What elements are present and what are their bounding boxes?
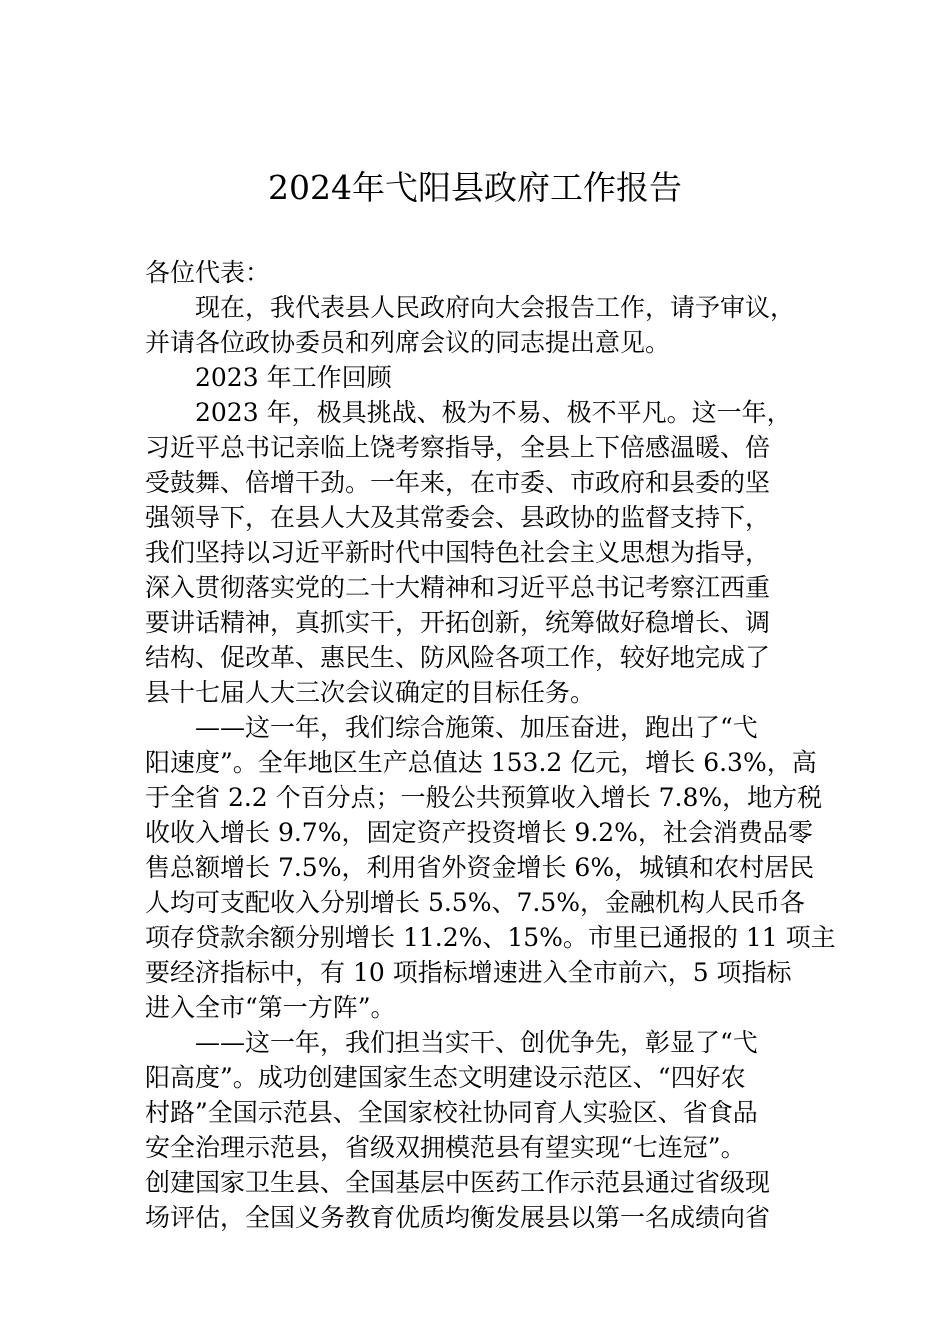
document-body	[145, 255, 836, 1235]
text-line: 结构、促改革、惠民生、防风险各项工作，较好地完成了	[145, 643, 771, 672]
text-line: 创建国家卫生县、全国基层中医药工作示范县通过省级现	[145, 1168, 771, 1197]
text-line: 2023 年，极具挑战、极为不易、极不平凡。这一年，	[195, 398, 792, 427]
document-title: 2024年弋阳县政府工作报告	[268, 168, 682, 207]
text-line: 强领导下，在县人大及其常委会、县政协的监督支持下，	[145, 503, 771, 532]
text-line: 售总额增长 7.5%，利用省外资金增长 6%，城镇和农村居民	[145, 853, 815, 882]
text-line: 于全省 2.2 个百分点；一般公共预算收入增长 7.8%，地方税	[145, 783, 823, 812]
text-line: 村路”全国示范县、全国家校社协同育人实验区、省食品	[145, 1098, 758, 1127]
text-line: 阳速度”。全年地区生产总值达 153.2 亿元，增长 6.3%，高	[145, 748, 817, 777]
text-line: 受鼓舞、倍增干劲。一年来，在市委、市政府和县委的坚	[145, 468, 771, 497]
text-line: 阳高度”。成功创建国家生态文明建设示范区、“四好农	[145, 1063, 746, 1092]
text-line: 2023 年工作回顾	[195, 363, 392, 392]
text-line: 进入全市“第一方阵”。	[145, 993, 396, 1022]
text-line: 收收入增长 9.7%，固定资产投资增长 9.2%，社会消费品零	[145, 818, 813, 847]
text-line: 人均可支配收入分别增长 5.5%、7.5%，金融机构人民币各	[145, 888, 805, 917]
text-line: 项存贷款余额分别增长 11.2%、15%。市里已通报的 11 项主	[145, 923, 836, 952]
text-line: 安全治理示范县，省级双拥模范县有望实现“七连冠”。	[145, 1133, 746, 1162]
text-line: ——这一年，我们担当实干、创优争先，彰显了“弋	[195, 1028, 758, 1057]
text-line: 县十七届人大三次会议确定的目标任务。	[145, 678, 596, 707]
text-line: 深入贯彻落实党的二十大精神和习近平总书记考察江西重	[145, 573, 771, 602]
text-line: 习近平总书记亲临上饶考察指导，全县上下倍感温暖、倍	[145, 433, 771, 462]
text-line: 并请各位政协委员和列席会议的同志提出意见。	[145, 328, 671, 357]
text-line: 现在，我代表县人民政府向大会报告工作，请予审议，	[195, 293, 796, 322]
text-line: 场评估，全国义务教育优质均衡发展县以第一名成绩向省	[145, 1203, 771, 1232]
text-line: ——这一年，我们综合施策、加压奋进，跑出了“弋	[195, 713, 758, 742]
text-line: 要讲话精神，真抓实干，开拓创新，统筹做好稳增长、调	[145, 608, 771, 637]
text-line: 各位代表：	[145, 258, 271, 287]
text-line: 要经济指标中，有 10 项指标增速进入全市前六，5 项指标	[145, 958, 792, 987]
text-line: 我们坚持以习近平新时代中国特色社会主义思想为指导，	[145, 538, 771, 567]
